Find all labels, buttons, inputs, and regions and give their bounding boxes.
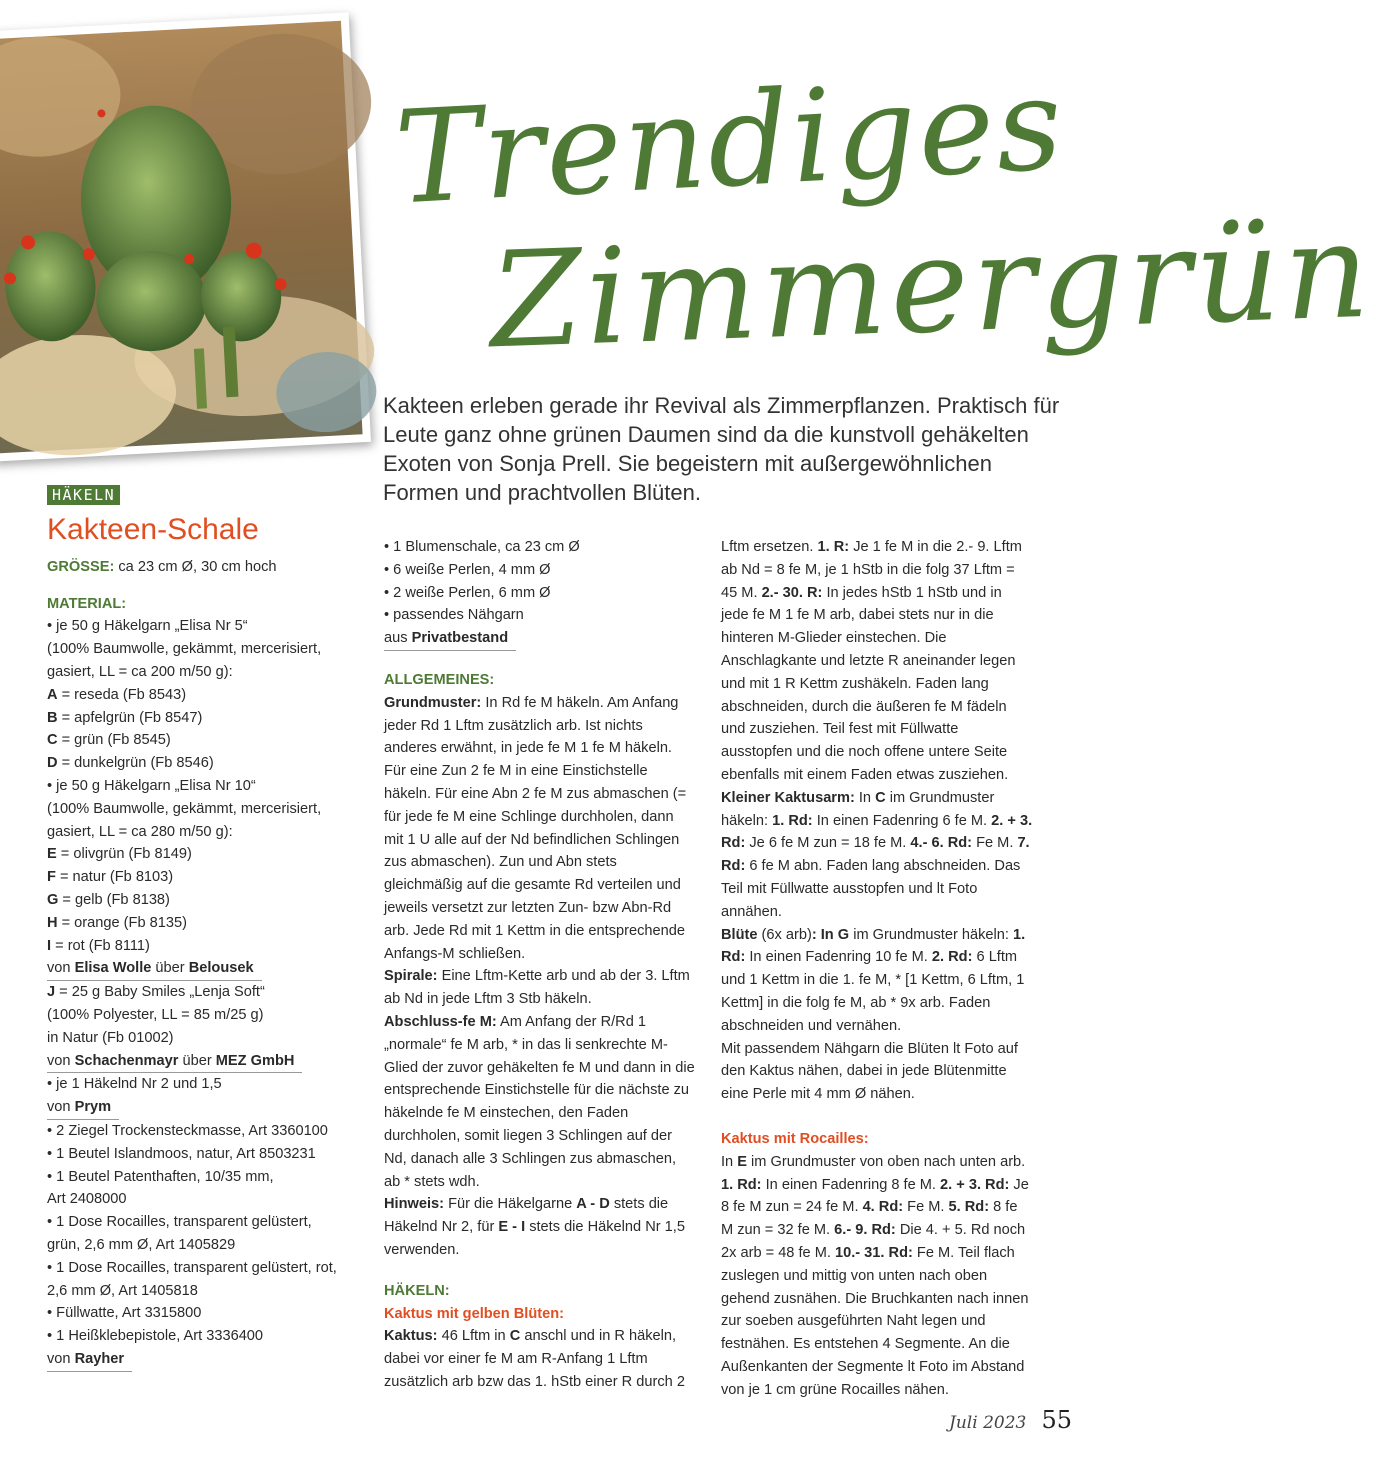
mat-line: • 1 Beutel Islandmoos, natur, Art 8503231 <box>47 1145 316 1162</box>
instructions-column-2 <box>721 536 1033 1401</box>
intro-text: Kakteen erleben gerade ihr Revival als Zimmerpflanzen. Praktisch für Leute ganz ohne grünen Daumen sind da die kunstvoll gehäkelten Exoten von Sonja Prell. Sie begeistern mit außergewöhnlichen Formen und prachtvollen Blüten. <box>383 393 1060 505</box>
mat-line: 2,6 mm Ø, Art 1405818 <box>47 1282 198 1299</box>
instructions-column-1 <box>384 536 696 1394</box>
cactus-photo-image <box>0 21 363 453</box>
title-line-1: Trendiges <box>391 49 1068 234</box>
paragraph-kaktusarm: Kleiner Kaktusarm: In C im Grundmuster häkeln: 1. Rd: In einen Fadenring 6 fe M. 2. + 3. Rd: Je 6 fe M zun = 18 fe M. 4.- 6. Rd: Fe M. 7. Rd: 6 fe M abn. Faden lang abschneiden. Das Teil mit Füllwatte ausstopfen und lt Foto annähen. <box>721 789 1033 920</box>
material-heading: MATERIAL: <box>47 595 127 612</box>
mat-line: • 1 Dose Rocailles, transparent gelüstert, <box>47 1214 312 1231</box>
mat-line: • je 1 Häkelnd Nr 2 und 1,5 <box>47 1076 222 1093</box>
general-heading: ALLGEMEINES: <box>384 671 495 688</box>
mat-line: (100% Baumwolle, gekämmt, mercerisiert, <box>47 641 322 658</box>
mat-color-f: F = natur (Fb 8103) <box>47 869 174 886</box>
issue-date: Juli 2023 <box>949 1413 1027 1433</box>
paragraph-grundmuster: Grundmuster: In Rd fe M häkeln. Am Anfang jeder Rd 1 Lftm zusätzlich arb. Ist nichts anderes erwähnt, in jede fe M 1 fe M häkeln. Für eine Zun 2 fe M in eine Einstichstelle häkeln. Für eine Abn 2 fe M zus abmaschen (= für jede fe M eine Schlinge durchholen, dann mit 1 U alle auf der Nd befindlichen Schlingen zus abmaschen). Zun und Abn stets gleichmäßig auf die gesamte Rd verteilen und jeweils versetzt zur letzten Zun- bzw Abn-Rd arb. Jede Rd mit 1 Kettm in die entsprechende Anfangs-M schließen. <box>384 694 687 962</box>
mat-color-a: A = reseda (Fb 8543) <box>47 686 187 703</box>
paragraph-abschluss: Abschluss-fe M: Am Anfang der R/Rd 1 „normale“ fe M arb, * in das li senkrechte M-Glied der zuvor gehäkelten fe M und dann in die entsprechende Einstichstelle für die nächste zu häkelnde fe M einstechen, den Faden durchholen, somit liegen 3 Schlingen auf der Nd, danach alle 3 Schlingen zus abmaschen, ab * stets wdh. <box>384 1013 695 1190</box>
section-heading-yellow: Kaktus mit gelben Blüten: <box>384 1305 565 1322</box>
mat-line: Art 2408000 <box>47 1191 127 1208</box>
mat-line: • 1 Blumenschale, ca 23 cm Ø <box>384 539 580 555</box>
mat-line: • 1 Heißklebepistole, Art 3336400 <box>47 1328 264 1345</box>
supplier-line: von Schachenmayr über MEZ GmbH <box>47 1050 367 1074</box>
mat-line: gasiert, LL = ca 200 m/50 g): <box>47 663 233 680</box>
section-tag: HÄKELN <box>47 485 120 505</box>
cactus-photo <box>0 12 371 461</box>
title-line-2: Zimmergrün <box>487 193 1376 379</box>
mat-color-j: J = 25 g Baby Smiles „Lenja Soft“ <box>47 984 265 1001</box>
paragraph-hinweis: Hinweis: Für die Häkelgarne A - D stets die Häkelnd Nr 2, für E - I stets die Häkelnd Nr 1,5 verwenden. <box>384 1196 685 1258</box>
supplier-line: aus Privatbestand <box>384 627 696 651</box>
mat-line: (100% Polyester, LL = 85 m/25 g) <box>47 1006 264 1023</box>
project-title: Kakteen-Schale <box>47 512 259 546</box>
mat-color-c: C = grün (Fb 8545) <box>47 732 171 749</box>
mat-line: • passendes Nähgarn <box>384 607 524 624</box>
mat-color-b: B = apfelgrün (Fb 8547) <box>47 709 203 726</box>
size-line: GRÖSSE: ca 23 cm Ø, 30 cm hoch <box>47 558 277 575</box>
supplier-line: von Prym <box>47 1096 367 1120</box>
page-footer <box>949 1406 1072 1434</box>
page-number: 55 <box>1041 1406 1072 1434</box>
mat-line: • 1 Dose Rocailles, transparent gelüstert, rot, <box>47 1259 337 1276</box>
crochet-heading: HÄKELN: <box>384 1282 450 1299</box>
mat-color-g: G = gelb (Fb 8138) <box>47 891 170 908</box>
paragraph-kaktus-cont: Lftm ersetzen. 1. R: Je 1 fe M in die 2.- 9. Lftm ab Nd = 8 fe M, je 1 hStb in die folg 37 Lftm = 45 M. 2.- 30. R: In jedes hStb 1 hStb und in jede fe M 1 fe M arb, dabei stets nur in die hinteren M-Glieder einstechen. Die Anschlagkante und letzte R aneinander legen und mit 1 R Kettm zushäkeln. Faden lang abschneiden, durch die äußeren fe M fädeln und zusziehen. Teil fest mit Füllwatte ausstopfen und die noch offene untere Seite ebenfalls mit einem Faden etwas zusziehen. <box>721 539 1022 783</box>
mat-color-h: H = orange (Fb 8135) <box>47 914 187 931</box>
supplier-line: von Rayher <box>47 1348 367 1372</box>
section-heading-rocailles: Kaktus mit Rocailles: <box>721 1130 869 1147</box>
paragraph-kaktus: Kaktus: 46 Lftm in C anschl und in R häkeln, dabei vor einer fe M am R-Anfang 1 Lftm zusätzlich arb bzw das 1. hStb einer R durch 2 <box>384 1328 685 1390</box>
mat-line: in Natur (Fb 01002) <box>47 1029 174 1046</box>
mat-line: (100% Baumwolle, gekämmt, mercerisiert, <box>47 800 322 817</box>
mat-line: • je 50 g Häkelgarn „Elisa Nr 10“ <box>47 777 256 794</box>
mat-color-e: E = olivgrün (Fb 8149) <box>47 846 192 863</box>
mat-line: • 2 weiße Perlen, 6 mm Ø <box>384 584 551 601</box>
mat-line: grün, 2,6 mm Ø, Art 1405829 <box>47 1236 236 1253</box>
mat-line: • 1 Beutel Patenthaften, 10/35 mm, <box>47 1168 274 1185</box>
mat-line: • 6 weiße Perlen, 4 mm Ø <box>384 561 551 578</box>
mat-color-d: D = dunkelgrün (Fb 8546) <box>47 755 214 772</box>
supplier-line: von Elisa Wolle über Belousek <box>47 957 367 981</box>
paragraph-bluete: Blüte (6x arb): In G im Grundmuster häkeln: 1. Rd: In einen Fadenring 10 fe M. 2. Rd: 6 Lftm und 1 Kettm in die 1. fe M, * [1 Kettm, 6 Lftm, 1 Kettm] in die folg fe M, ab * 9x arb. Faden abschneiden und vernähen. <box>721 926 1026 1034</box>
mat-line: • 2 Ziegel Trockensteckmasse, Art 3360100 <box>47 1122 328 1139</box>
paragraph-rocailles: In E im Grundmuster von oben nach unten arb. 1. Rd: In einen Fadenring 8 fe M. 2. + 3. Rd: Je 8 fe M zun = 24 fe M. 4. Rd: Fe M. 5. Rd: 8 fe M zun = 32 fe M. 6.- 9. Rd: Die 4. + 5. Rd noch 2x arb = 48 fe M. 10.- 31. Rd: Fe M. Teil flach zuslegen und mittig von unten nach oben gehend zusnähen. Die Bruchkanten nach innen zur soeben ausgeführten Naht legen und festnähen. Es entstehen 4 Segmente. An die Außenkanten der Segmente lt Foto im Abstand von je 1 cm grüne Rocailles nähen. <box>721 1153 1029 1398</box>
mat-line: • Füllwatte, Art 3315800 <box>47 1305 202 1322</box>
mat-color-i: I = rot (Fb 8111) <box>47 937 150 954</box>
mat-line: gasiert, LL = ca 280 m/50 g): <box>47 823 233 840</box>
materials-column <box>47 485 367 1372</box>
mat-line: • je 50 g Häkelgarn „Elisa Nr 5“ <box>47 618 248 635</box>
paragraph-naehen: Mit passendem Nähgarn die Blüten lt Foto auf den Kaktus nähen, dabei in jede Blütenmitte eine Perle mit 4 mm Ø nähen. <box>721 1040 1018 1103</box>
paragraph-spirale: Spirale: Eine Lftm-Kette arb und ab der 3. Lftm ab Nd in jede Lftm 3 Stb häkeln. <box>384 968 690 1008</box>
